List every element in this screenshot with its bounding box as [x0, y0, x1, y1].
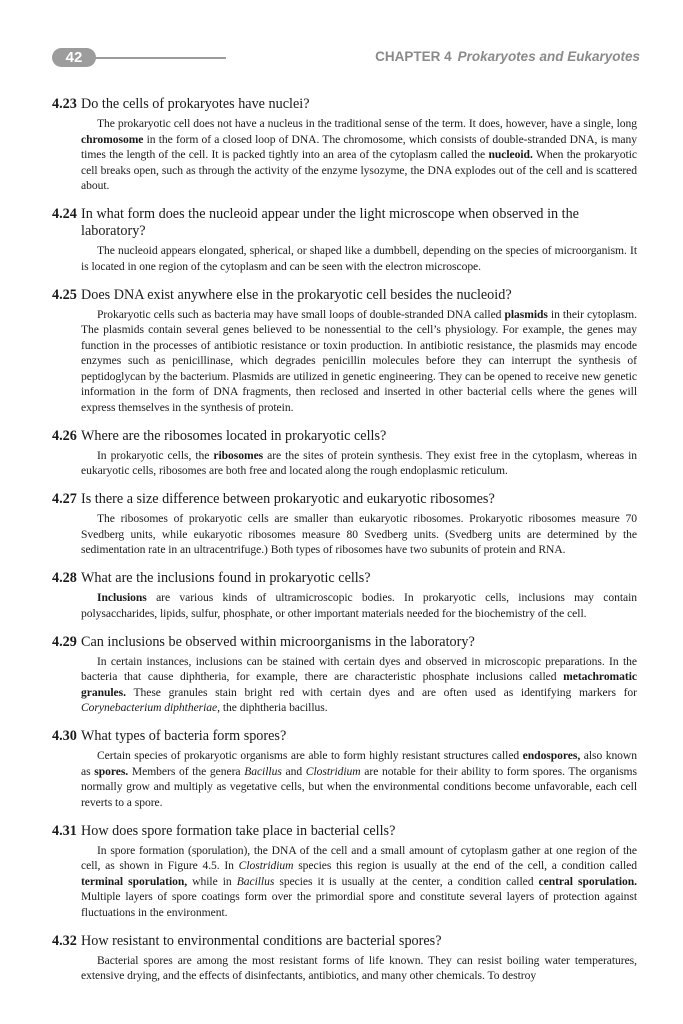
- answer-segment: Members of the genera: [128, 764, 245, 778]
- question: [52, 96, 637, 113]
- question: [52, 634, 637, 651]
- question: [52, 428, 637, 445]
- question-text: Do the cells of prokaryotes have nuclei?: [81, 96, 310, 112]
- chapter-subject: Prokaryotes and Eukaryotes: [457, 49, 640, 64]
- question-number: 4.30: [52, 728, 77, 744]
- italic-term: Bacillus: [236, 874, 275, 888]
- question-text: What are the inclusions found in prokaryotic cells?: [81, 570, 371, 586]
- answer-text: [81, 843, 637, 921]
- answer-segment: The prokaryotic cell does not have a nucleus in the traditional sense of the term. It does, however, have a single, long: [97, 117, 637, 130]
- question: [52, 728, 637, 745]
- italic-term: Corynebacterium diphtheriae,: [81, 701, 220, 714]
- qa-item: [52, 491, 637, 558]
- answer-text: [81, 953, 637, 984]
- answer-segment: while in: [187, 874, 237, 888]
- question: [52, 206, 637, 240]
- italic-term: Bacillus: [244, 764, 282, 778]
- page-header: [52, 48, 640, 68]
- chapter-title: [375, 49, 640, 64]
- question-text: Does DNA exist anywhere else in the prokaryotic cell besides the nucleoid?: [81, 286, 512, 303]
- bold-term: chromosome: [81, 132, 144, 146]
- answer-segment: are notable for their ability to form spores. The organisms normally grow and multiply as vegetative cells, but when the environmental conditions become unfavorable, each cell reverts to a spore.: [81, 764, 637, 809]
- question-number: 4.26: [52, 427, 77, 444]
- answer-segment: in the form of a closed loop of DNA. The chromosome, which consists of double-stranded DNA, is many times the length of the cell. It is packed tightly into an area of the cytoplasm called the: [81, 132, 637, 161]
- header-rule: [92, 57, 226, 59]
- answer-segment: and: [281, 764, 306, 778]
- question-number: 4.25: [52, 286, 77, 303]
- answer-segment: In certain instances, inclusions can be stained with certain dyes and observed in microscopic preparations. In the bacteria that cause diphtheria, for example, there are characteristic phosphate inclusions called: [81, 654, 637, 683]
- qa-item: [52, 570, 637, 621]
- answer-segment: Prokaryotic cells such as bacteria may have small loops of double-stranded DNA called: [97, 307, 505, 321]
- qa-item: [52, 206, 637, 274]
- answer-segment: Multiple layers of spore coatings form over the primordial spore and constitute several layers of protection against fluctuations in the environment.: [81, 890, 637, 919]
- answer-text: [81, 590, 637, 621]
- answer-segment: are the sites of protein synthesis. They exist free in the cytoplasm, whereas in eukaryotic cells, ribosomes are both free and located along the rough endoplasmic reticulum.: [81, 448, 637, 477]
- answer-text: [81, 511, 637, 558]
- answer-segment: are various kinds of ultramicroscopic bodies. In prokaryotic cells, inclusions may contain polysaccharides, lipids, sulfur, phosphate, or other important materials needed for the biochemistry of the cell.: [81, 591, 637, 620]
- answer-text: [81, 243, 637, 274]
- answer-segment: Certain species of prokaryotic organisms are able to form highly resistant structures called: [97, 749, 523, 762]
- italic-term: Clostridium: [238, 859, 294, 872]
- qa-list: [52, 96, 637, 996]
- question: [52, 823, 637, 840]
- question: [52, 570, 637, 587]
- answer-segment: also known as: [81, 749, 638, 778]
- question-number: 4.29: [52, 633, 77, 650]
- chapter-label: CHAPTER 4: [375, 49, 452, 64]
- bold-term: ribosomes: [213, 448, 264, 462]
- answer-segment: the diphtheria bacillus.: [220, 701, 328, 714]
- question-number: 4.23: [52, 96, 77, 112]
- question: [52, 933, 637, 950]
- bold-term: nucleoid.: [488, 148, 533, 161]
- answer-segment: in their cytoplasm. The plasmids contain several genes believed to be nonessential to the cell’s physiology. For example, the genes may function in the processes of antibiotic resistance or toxin production. In antibiotic resistance, the plasmids may encode enzymes such as penicillinase, which degrades penicillin molecules before they can interrupt the synthesis of peptidoglycan by the bacterium. Plasmids are utilized in genetic engineering. They can be opened to receive new genetic information in the form of DNA fragments, then reclosed and inserted in other bacterial cells where the genes will express themselves in the synthesis of protein.: [81, 307, 637, 414]
- bold-term: endospores,: [522, 749, 581, 762]
- answer-text: [81, 448, 637, 479]
- answer-segment: In spore formation (sporulation), the DNA of the cell and a small amount of cytoplasm gather at one region of the cell, as shown in Figure 4.5. In: [81, 843, 637, 872]
- bold-term: metachromatic granules.: [81, 670, 637, 699]
- bold-term: terminal sporulation,: [81, 874, 188, 888]
- question-text: In what form does the nucleoid appear under the light microscope when observed in the laboratory?: [81, 206, 579, 239]
- answer-text: [81, 748, 637, 810]
- answer-segment: species this region is usually at the end of the cell, a condition called: [293, 859, 637, 872]
- question: [52, 287, 637, 304]
- answer-segment: In prokaryotic cells, the: [97, 448, 214, 462]
- question-number: 4.27: [52, 491, 77, 507]
- answer-segment: species it is usually at the center, a condition called: [274, 874, 539, 888]
- qa-item: [52, 287, 637, 416]
- qa-item: [52, 728, 637, 810]
- answer-text: [81, 307, 637, 416]
- answer-text: [81, 116, 637, 194]
- qa-item: [52, 823, 637, 921]
- question-text: Can inclusions be observed within microorganisms in the laboratory?: [81, 633, 475, 650]
- question-number: 4.28: [52, 570, 77, 586]
- bold-term: plasmids: [504, 307, 548, 321]
- italic-term: Clostridium: [305, 764, 361, 778]
- answer-segment: These granules stain bright red with certain dyes and are often used as identifying markers for: [125, 685, 637, 699]
- answer-segment: Bacterial spores are among the most resistant forms of life known. They can resist boiling water temperatures, extensive drying, and the effects of disinfectants, antibiotics, and many other chemicals. To destroy: [81, 953, 637, 982]
- bold-term: Inclusions: [97, 591, 147, 604]
- question-text: What types of bacteria form spores?: [81, 728, 287, 744]
- question: [52, 491, 637, 508]
- qa-item: [52, 96, 637, 194]
- question-text: How does spore formation take place in bacterial cells?: [81, 822, 396, 839]
- qa-item: [52, 634, 637, 716]
- page-number-badge: 42: [52, 48, 96, 67]
- answer-segment: The nucleoid appears elongated, spherical, or shaped like a dumbbell, depending on the species of microorganism. It is located in one region of the cytoplasm and can be seen with the electron microscope.: [81, 244, 637, 273]
- question-number: 4.31: [52, 822, 77, 839]
- bold-term: central sporulation.: [538, 874, 637, 888]
- qa-item: [52, 428, 637, 479]
- answer-text: [81, 654, 637, 716]
- question-text: Is there a size difference between prokaryotic and eukaryotic ribosomes?: [81, 491, 495, 507]
- answer-segment: When the prokaryotic cell breaks open, such as through the activity of the enzyme lysozyme, the DNA explodes out of the cell and is scattered about.: [81, 148, 637, 192]
- answer-segment: The ribosomes of prokaryotic cells are smaller than eukaryotic ribosomes. Prokaryotic ribosomes measure 70 Svedberg units, while eukaryotic ribosomes measure 80 Svedberg units. (Svedberg units are determined by the sedimentation rate in an ultracentrifuge.) Both types of ribosomes have two subunits of protein and RNA.: [81, 512, 637, 556]
- qa-item: [52, 933, 637, 984]
- question-number: 4.24: [52, 206, 77, 222]
- question-number: 4.32: [52, 932, 77, 949]
- bold-term: spores.: [94, 764, 129, 778]
- question-text: How resistant to environmental conditions are bacterial spores?: [81, 932, 442, 949]
- question-text: Where are the ribosomes located in prokaryotic cells?: [81, 427, 387, 444]
